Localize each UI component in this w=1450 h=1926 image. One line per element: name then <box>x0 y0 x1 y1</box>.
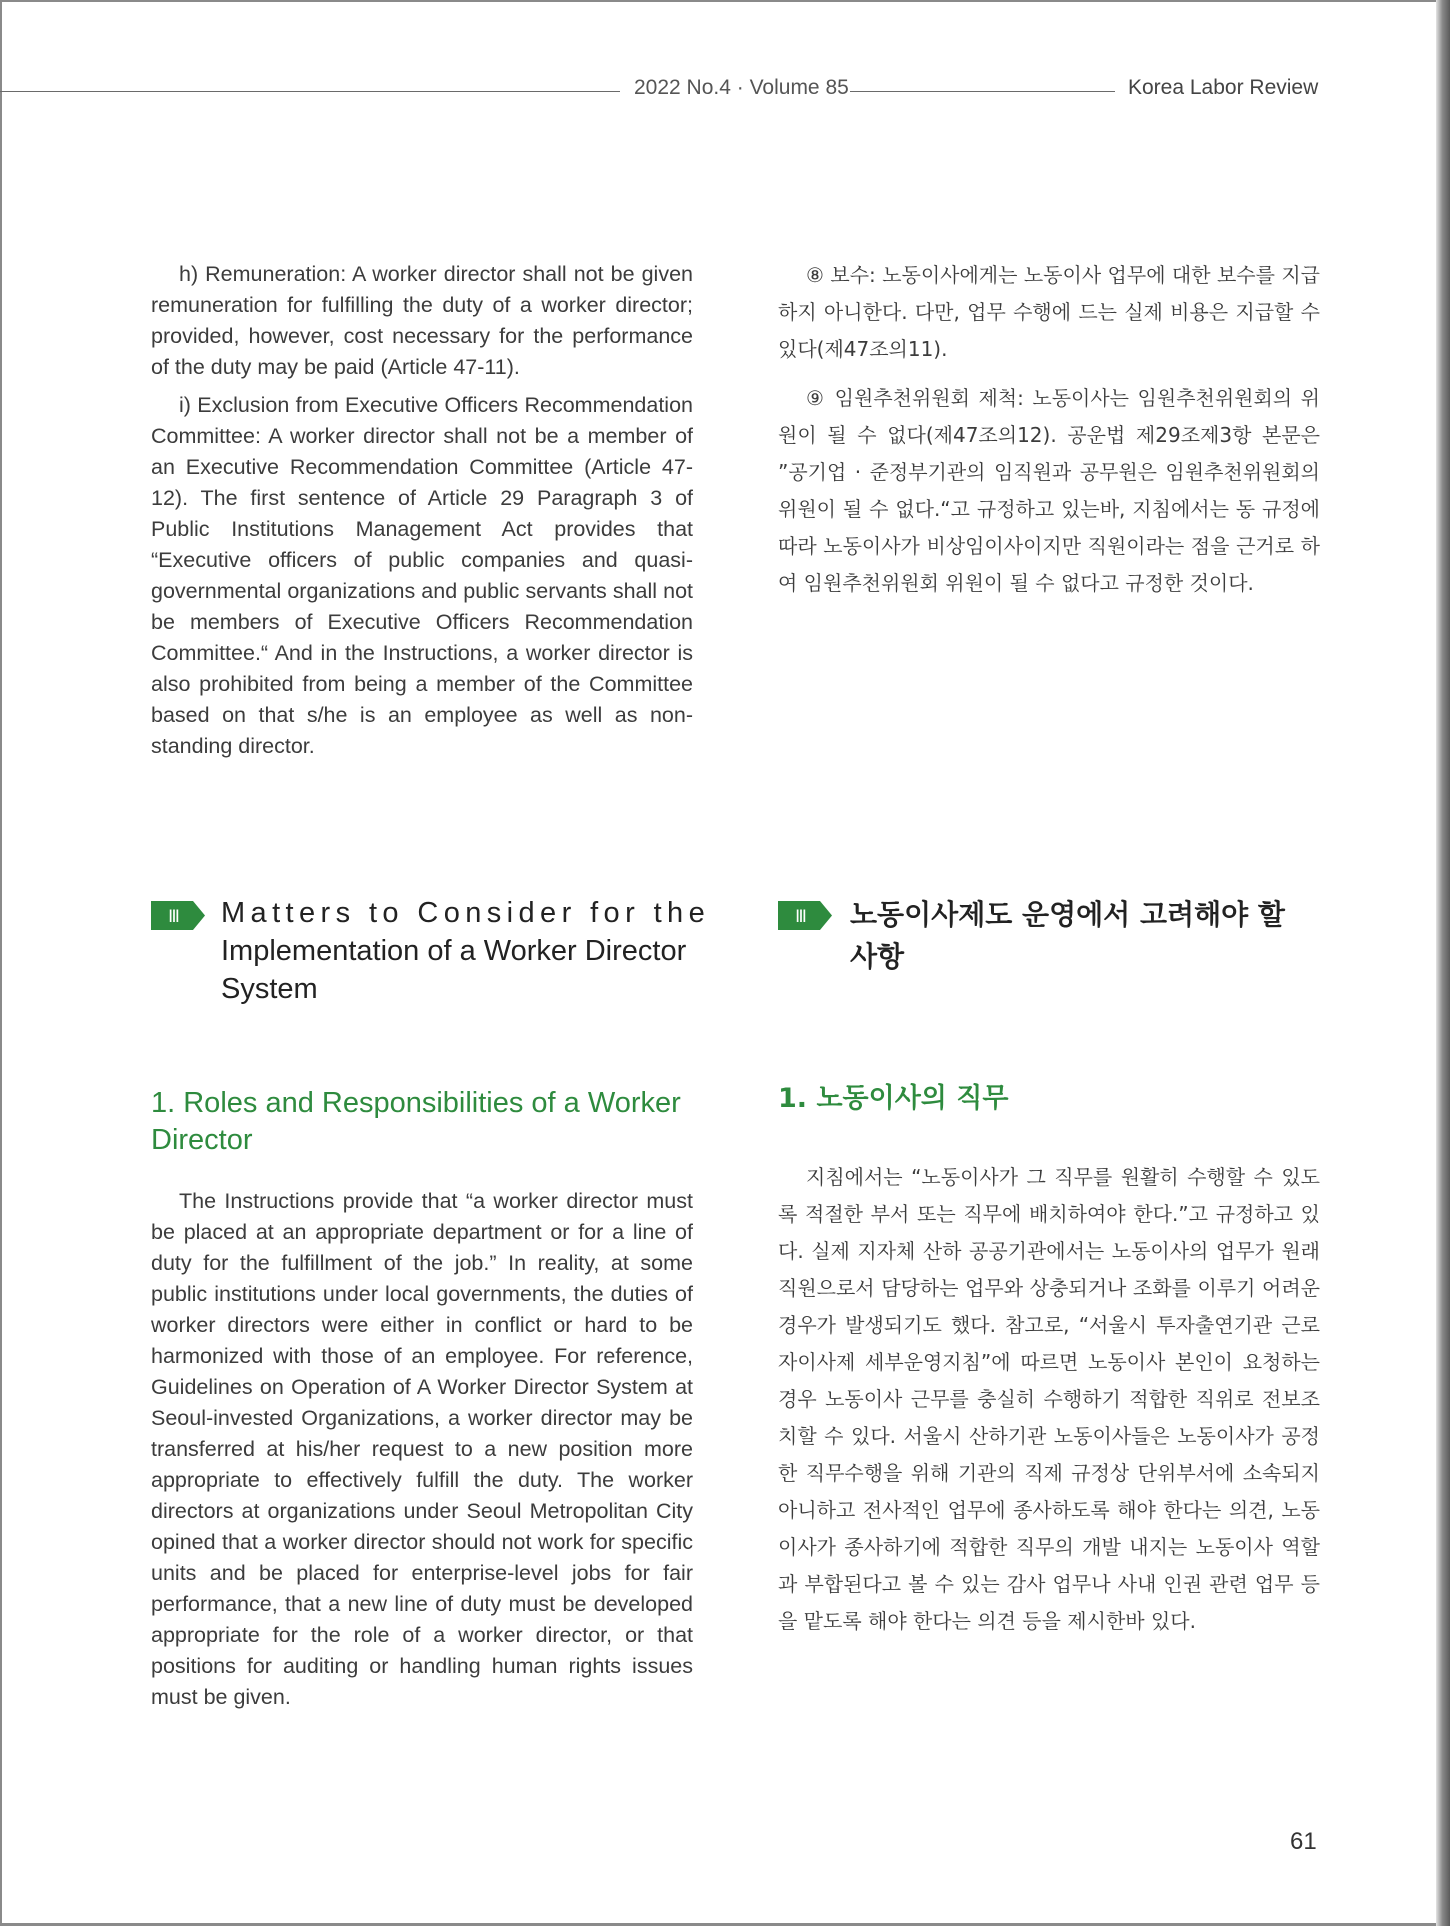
header-issue: 2022 No.4 · Volume 85 <box>634 76 849 99</box>
page-number: 61 <box>1290 1828 1317 1855</box>
subsection-title-en-line2: Director <box>151 1124 253 1156</box>
paragraph-remuneration-ko: ⑧ 보수: 노동이사에게는 노동이사 업무에 대한 보수를 지급하지 아니한다. 다만, 업무 수행에 드는 실제 비용은 지급할 수 있다(제47조의11). <box>778 263 1320 361</box>
subsection-body-ko-column <box>778 1159 1320 1640</box>
subsection-body-en-column <box>151 1186 693 1713</box>
left-top-column <box>151 259 693 762</box>
section-title-en-line3: System <box>221 973 318 1005</box>
subsection-title-en <box>151 1085 696 1159</box>
section-title-en <box>221 894 711 1008</box>
subsection-body-en: The Instructions provide that “a worker director must be placed at an appropriate department or for a line of duty for the fulfillment of the job.” In reality, at some public institutions under local governments, the duties of worker directors were either in conflict or hard to be harmonized with those of an employee. For reference, Guidelines on Operation of A Worker Director System at Seoul-invested Organizations, a worker director may be transferred at his/her request to a new position more appropriate to effectively fulfill the duty. The worker directors at organizations under Seoul Metropolitan City opined that a worker director should not work for specific units and be placed for enterprise-level jobs for fair performance, that a new line of duty must be developed appropriate for the role of a worker director, or that positions for auditing or handling human rights issues must be given. <box>151 1189 693 1709</box>
section-title-ko-line2: 사항 <box>850 940 905 973</box>
section-title-ko <box>850 894 1320 978</box>
page-frame-left <box>0 0 2 1926</box>
right-top-column <box>778 257 1320 602</box>
paragraph-exclusion-en: i) Exclusion from Executive Officers Recommendation Committee: A worker director shall not be a member of an Executive Recommendation Committee (Article 47-12). The first sentence of Article 29 Paragraph 3 of Public Institutions Management Act provides that “Executive officers of public companies and quasi-governmental organizations and public servants shall not be members of Executive Officers Recommendation Committee.“ And in the Instructions, a worker director is also prohibited from being a member of the Committee based on that s/he is an employee as well as non-standing director. <box>151 393 693 758</box>
section-badge-ko-label: Ⅲ <box>795 907 807 927</box>
header-journal: Korea Labor Review <box>1128 76 1319 99</box>
subsection-body-ko: 지침에서는 “노동이사가 그 직무를 원활히 수행할 수 있도록 적절한 부서 또는 직무에 배치하여야 한다.”고 규정하고 있다. 실제 지자체 산하 공공기관에서는 노동이사의 업무가 원래 직원으로서 담당하는 업무와 상충되거나 조화를 이루기 어려운 경우가 발생되기도 했다. 참고로, “서울시 투자출연기관 근로자이사제 세부운영지침”에 따르면 노동이사 본인이 요청하는 경우 노동이사 근무를 충실히 수행하기 적합한 직위로 전보조치할 수 있다. 서울시 산하기관 노동이사들은 노동이사가 공정한 직무수행을 위해 기관의 직제 규정상 단위부서에 소속되지 아니하고 전사적인 업무에 종사하도록 해야 한다는 의견, 노동이사가 종사하기에 적합한 직무의 개발 내지는 노동이사 역할과 부합된다고 볼 수 있는 감사 업무나 사내 인권 관련 업무 등을 맡도록 해야 한다는 의견 등을 제시한바 있다. <box>778 1165 1320 1633</box>
page-frame-top <box>0 0 1450 2</box>
paragraph-remuneration-en: h) Remuneration: A worker director shall not be given remuneration for fulfilling the duty of a worker director; provided, however, cost necessary for the performance of the duty may be paid (Article 47-11). <box>151 262 693 379</box>
paragraph-exclusion-ko: ⑨ 임원추천위원회 제척: 노동이사는 임원추천위원회의 위원이 될 수 없다(제47조의12). 공운법 제29조제3항 본문은 ”공기업 · 준정부기관의 임직원과 공무원은 임원추천위원회의 위원이 될 수 없다.“고 규정하고 있는바, 지침에서는 동 규정에 따라 노동이사가 비상임이사이지만 직원이라는 점을 근거로 하여 임원추천위원회 위원이 될 수 없다고 규정한 것이다. <box>778 386 1320 595</box>
header-rule-left <box>0 91 620 92</box>
header-rule-middle <box>850 91 1115 92</box>
section-title-en-line2: Implementation of a Worker Director <box>221 935 687 967</box>
subsection-title-en-line1: 1. Roles and Responsibilities of a Worker <box>151 1087 681 1119</box>
section-badge-ko <box>778 901 832 930</box>
page-edge-shadow <box>1436 0 1450 1926</box>
subsection-title-ko: 1. 노동이사의 직무 <box>778 1083 1009 1114</box>
section-badge-en <box>151 901 205 930</box>
section-badge-en-label: Ⅲ <box>168 907 180 927</box>
section-title-ko-line1: 노동이사제도 운영에서 고려해야 할 <box>850 898 1285 931</box>
section-title-en-line1: Matters to Consider for the <box>221 897 711 929</box>
